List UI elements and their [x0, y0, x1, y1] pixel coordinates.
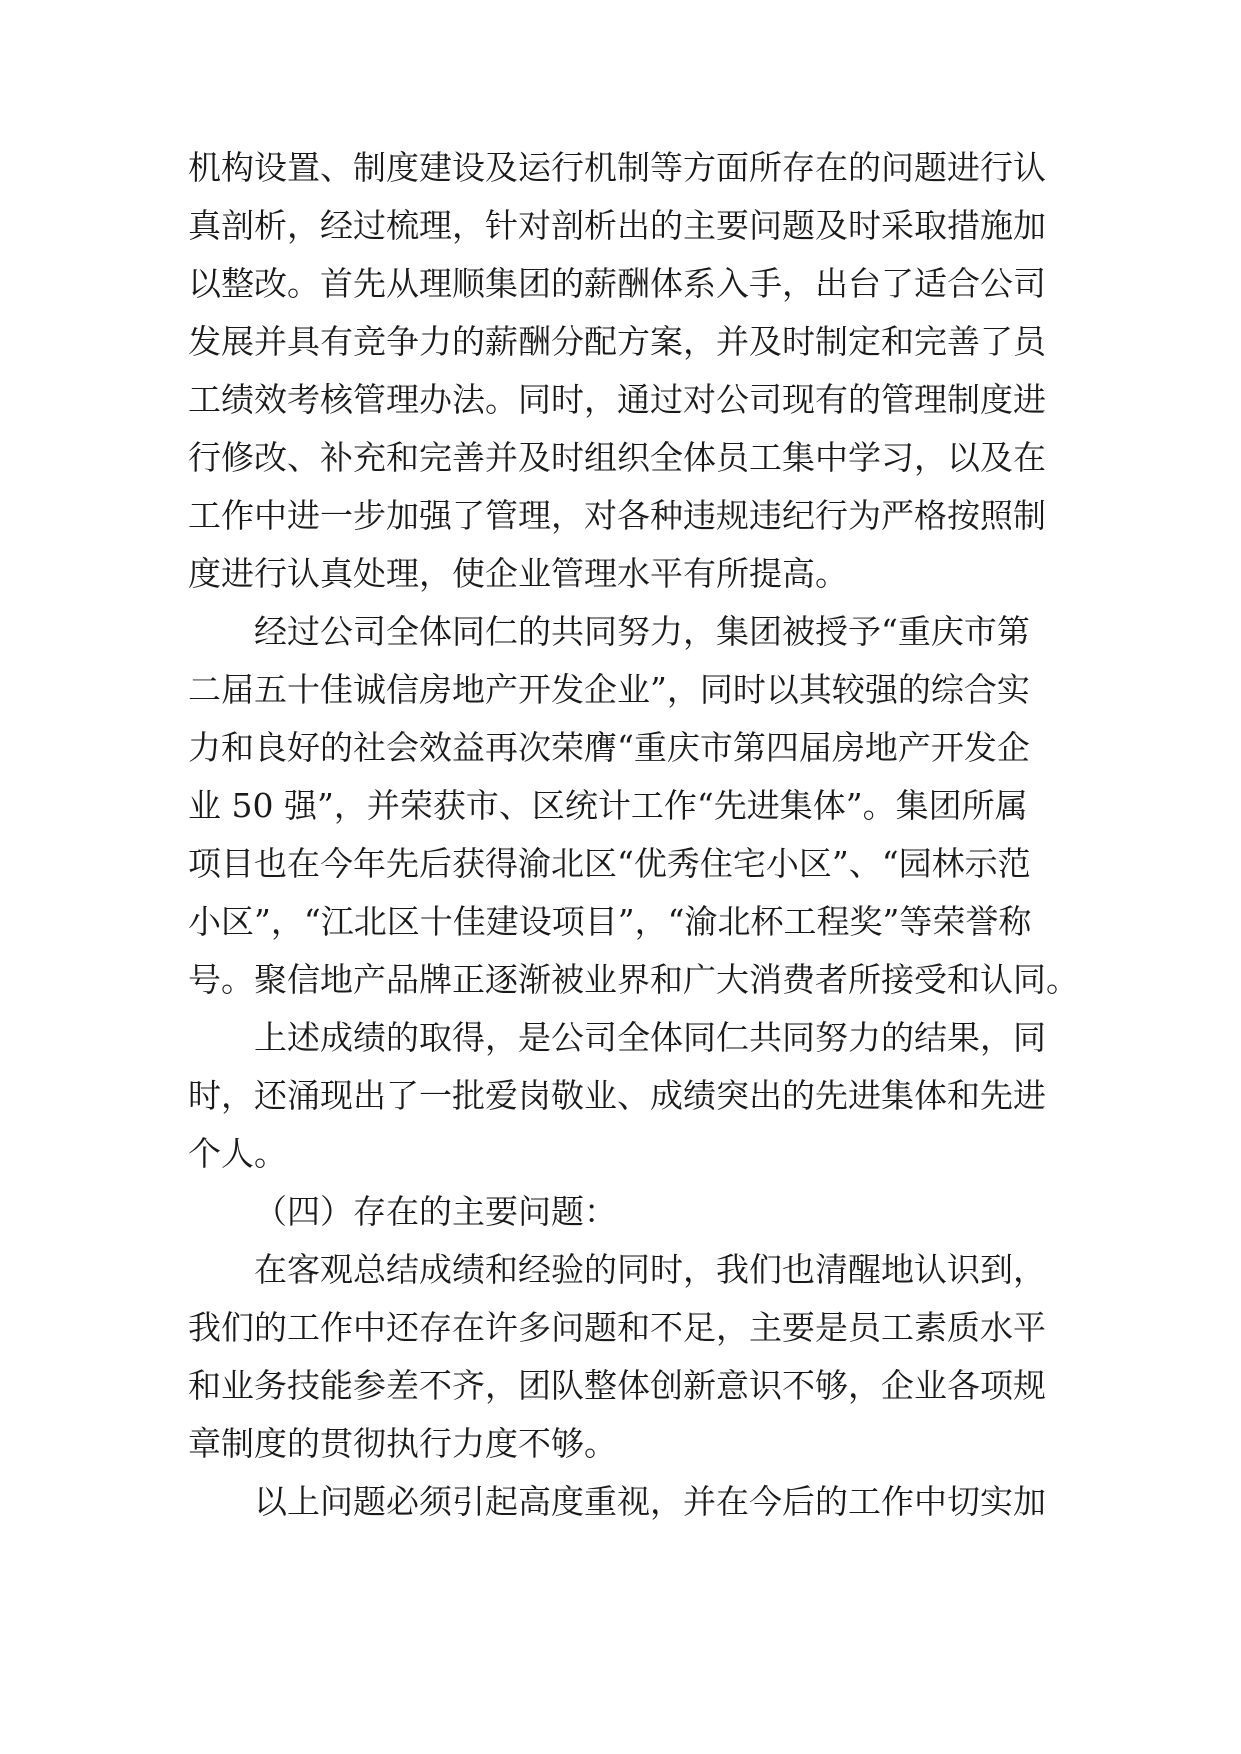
paragraph-start-line: 上述成绩的取得，是公司全体同仁共同努力的结果，同 [254, 1018, 1046, 1057]
text-line: 我们的工作中还存在许多问题和不足，主要是员工素质水平 [188, 1308, 1046, 1347]
text-line: 行修改、补充和完善并及时组织全体员工集中学习，以及在 [188, 438, 1046, 477]
paragraph-start-line: 经过公司全体同仁的共同努力，集团被授予“重庆市第 [254, 612, 1030, 651]
text-line: 机构设置、制度建设及运行机制等方面所存在的问题进行认 [188, 148, 1046, 187]
text-line: 工绩效考核管理办法。同时，通过对公司现有的管理制度进 [188, 380, 1046, 419]
text-line: 二届五十佳诚信房地产开发企业”，同时以其较强的综合实 [188, 670, 1030, 709]
text-line: 工作中进一步加强了管理，对各种违规违纪行为严格按照制 [188, 496, 1046, 535]
text-line: 业 50 强”，并荣获市、区统计工作“先进集体”。集团所属 [188, 786, 1028, 825]
section-heading: （四）存在的主要问题： [254, 1192, 617, 1231]
text-line: 发展并具有竞争力的薪酬分配方案，并及时制定和完善了员 [188, 322, 1046, 361]
text-line: 度进行认真处理，使企业管理水平有所提高。 [188, 554, 848, 593]
paragraph-start-line: 以上问题必须引起高度重视，并在今后的工作中切实加 [254, 1482, 1046, 1521]
text-line: 小区”，“江北区十佳建设项目”，“渝北杯工程奖”等荣誉称 [188, 902, 1032, 941]
text-line: 真剖析，经过梳理，针对剖析出的主要问题及时采取措施加 [188, 206, 1046, 245]
text-line: 力和良好的社会效益再次荣膺“重庆市第四届房地产开发企 [188, 728, 1030, 767]
paragraph-start-line: 在客观总结成绩和经验的同时，我们也清醒地认识到， [254, 1250, 1046, 1289]
text-line: 个人。 [188, 1134, 287, 1173]
text-line: 号。聚信地产品牌正逐渐被业界和广大消费者所接受和认同。 [188, 960, 1079, 999]
text-line: 时，还涌现出了一批爱岗敬业、成绩突出的先进集体和先进 [188, 1076, 1046, 1115]
text-line: 和业务技能参差不齐，团队整体创新意识不够，企业各项规 [188, 1366, 1046, 1405]
text-line: 章制度的贯彻执行力度不够。 [188, 1424, 617, 1463]
text-line: 以整改。首先从理顺集团的薪酬体系入手，出台了适合公司 [188, 264, 1046, 303]
text-line: 项目也在今年先后获得渝北区“优秀住宅小区”、“园林示范 [188, 844, 1031, 883]
